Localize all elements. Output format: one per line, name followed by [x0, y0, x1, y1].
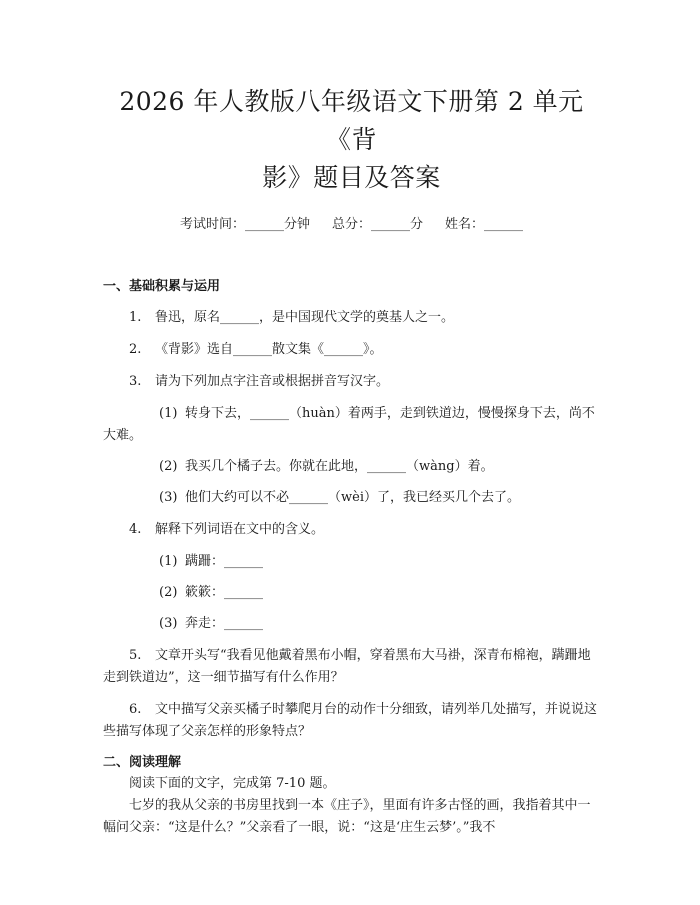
exam-name: 姓名：______	[445, 217, 524, 232]
exam-info	[103, 215, 600, 235]
document-title	[103, 0, 600, 197]
title-line-2: 影》题目及答案	[262, 163, 441, 192]
question-5: 5. 文章开头写“我看见他戴着黑布小帽，穿着黑布大马褂，深青布棉袍，蹒跚地走到铁道边”，这一细节描写有什么作用？	[103, 648, 591, 685]
reading-intro: 阅读下面的文字，完成第 7-10 题。	[129, 776, 336, 791]
reading-passage: 七岁的我从父亲的书房里找到一本《庄子》，里面有许多古怪的画，我指着其中一幅问父亲：“这是什么？”父亲看了一眼，说：“这是‘庄生云梦’。”我不	[103, 798, 591, 835]
question-4-item-3: (3) 奔走：______	[159, 616, 264, 631]
title-line-1: 2026 年人教版八年级语文下册第 2 单元《背	[119, 87, 584, 154]
question-1: 1. 鲁迅，原名______，是中国现代文学的奠基人之一。	[129, 310, 455, 325]
question-4: 4. 解释下列词语在文中的含义。	[129, 522, 325, 537]
question-4-item-1: (1) 蹒跚：______	[159, 554, 264, 569]
exam-time: 考试时间：______分钟	[179, 217, 310, 232]
question-6: 6. 文中描写父亲买橘子时攀爬月台的动作十分细致，请列举几处描写，并说说这些描写体现了父亲怎样的形象特点？	[103, 702, 598, 739]
question-3: 3. 请为下列加点字注音或根据拼音写汉字。	[129, 374, 390, 389]
question-2: 2. 《背影》选自______散文集《______》。	[129, 342, 383, 357]
question-3-item-2: (2) 我买几个橘子去。你就在此地，______（wàng）着。	[159, 459, 494, 474]
question-4-item-2: (2) 簌簌：______	[159, 585, 264, 600]
question-3-item-1: (1) 转身下去，______（huàn）着两手，走到铁道边，慢慢探身下去，尚不大难。	[103, 406, 595, 443]
section-2-title: 二、阅读理解	[103, 755, 182, 770]
exam-score: 总分：______分	[331, 217, 423, 232]
section-1-title: 一、基础积累与运用	[103, 279, 221, 294]
question-3-item-3: (3) 他们大约可以不必______（wèi）了，我已经买几个去了。	[159, 490, 520, 505]
